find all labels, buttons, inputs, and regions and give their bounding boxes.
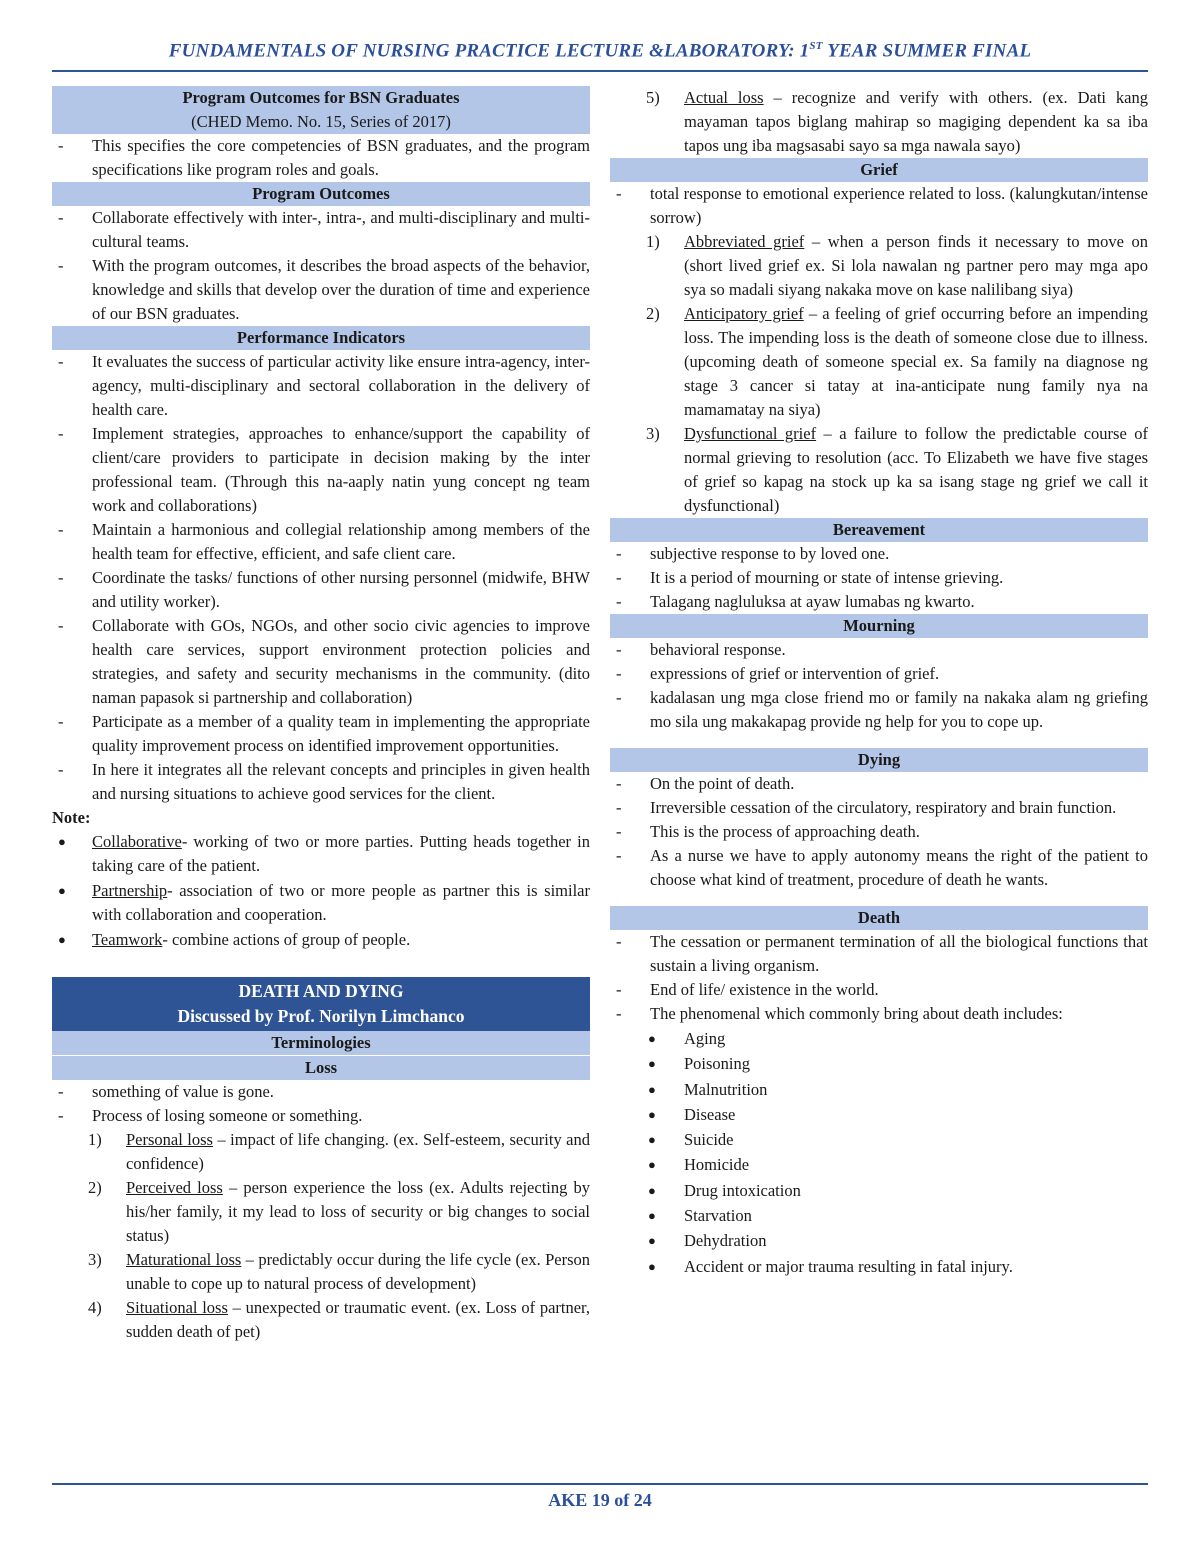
list-item: - End of life/ existence in the world.: [616, 980, 879, 999]
list-item: - This is the process of approaching death.: [616, 822, 920, 841]
numbered-item: 3) Maturational loss – predictably occur during the life cycle (ex. Person unable to cope up to natural process of development): [88, 1250, 591, 1293]
list-item: - This specifies the core competencies of BSN graduates, and the program specifications like program roles and goals.: [58, 136, 590, 179]
cause-item: ● Poisoning: [648, 1054, 751, 1074]
right-column: [610, 86, 1148, 1279]
list-item: - With the program outcomes, it describes the broad aspects of the behavior, knowledge and skills that develop over the duration of time and experience of our BSN graduates.: [58, 256, 590, 323]
list-item: - Collaborate with GOs, NGOs, and other socio civic agencies to improve health care services, support environment protection policies and strategies, and safety and security mechanisms in the community. (dito naman papasok si partnership and collaboration): [58, 616, 590, 707]
cause-item: ● Aging: [648, 1029, 726, 1048]
cause-item: ● Dehydration: [648, 1231, 767, 1251]
list-item: - The phenomenal which commonly bring about death includes:: [616, 1004, 1063, 1023]
numbered-item: 1) Personal loss – impact of life changing. (ex. Self-esteem, security and confidence): [88, 1130, 591, 1173]
header-title: FUNDAMENTALS OF NURSING PRACTICE LECTURE &LABORATORY: 1: [168, 40, 810, 62]
header-rule: [52, 70, 1148, 72]
list-item: - As a nurse we have to apply autonomy means the right of the patient to choose what kind of treatment, procedure of death he wants.: [616, 846, 1148, 889]
header-title-end: YEAR SUMMER FINAL: [822, 40, 1032, 62]
section-header-performance-indicators: Performance Indicators: [52, 326, 590, 350]
numbered-item: 2) Perceived loss – person experience the loss (ex. Adults rejecting by his/her family, it my lead to loss of security or big changes to social status): [88, 1178, 590, 1245]
note-item: ● Teamwork- combine actions of group of people.: [58, 930, 411, 949]
header-sup: ST: [809, 40, 823, 52]
numbered-item: 2) Anticipatory grief – a feeling of grief occurring before an impending loss. The impending loss is the death of someone close due to illness. (upcoming death of someone special ex. Sa family na diagnose ng stage 3 cancer si tatay at ina-anticipate nung family nya na mamamatay na siya): [646, 304, 1148, 419]
section-header-dying: Dying: [610, 748, 1148, 772]
list-item: - Maintain a harmonious and collegial relationship among members of the health team for effective, efficient, and safe client care.: [58, 520, 590, 563]
cause-item: ● Drug intoxication: [648, 1180, 801, 1200]
list-item: - It is a period of mourning or state of intense grieving.: [616, 568, 1004, 587]
list-item: - Talagang nagluluksa at ayaw lumabas ng kwarto.: [616, 592, 975, 611]
section-header-terminologies: Terminologies: [52, 1031, 590, 1055]
section-header-program-outcomes: Program Outcomes: [52, 182, 590, 206]
section-header-loss: Loss: [52, 1056, 590, 1080]
section-header-program-outcomes-bsn: [52, 86, 590, 134]
cause-item: ● Starvation: [648, 1206, 752, 1226]
numbered-item: 5) Actual loss – recognize and verify with others. (ex. Dati kang mayaman tapos biglang mahirap so magiging dependent ka sa iba tapos ung iba magsasabi sayo sa mga nawala sayo): [646, 88, 1148, 155]
section-title: Program Outcomes for BSN Graduates: [182, 88, 460, 107]
list-item: - It evaluates the success of particular activity like ensure intra-agency, inter-agency, multi-disciplinary and sectoral collaboration in the delivery of health care.: [58, 352, 590, 419]
cause-item: ● Suicide: [648, 1130, 734, 1150]
list-item: - total response to emotional experience related to loss. (kalungkutan/intense sorrow): [616, 184, 1148, 227]
page-number: AKE 19 of 24: [548, 1490, 652, 1510]
note-label: Note:: [52, 808, 91, 827]
cause-item: ● Disease: [648, 1104, 736, 1124]
cause-item: ● Malnutrition: [648, 1079, 768, 1099]
cause-item: ● Homicide: [648, 1155, 750, 1175]
list-item: - The cessation or permanent termination of all the biological functions that sustain a living organism.: [616, 932, 1148, 975]
section-subtitle: (CHED Memo. No. 15, Series of 2017): [191, 112, 451, 131]
numbered-item: 1) Abbreviated grief – when a person finds it necessary to move on (short lived grief ex. Si lola nawalan ng partner pero may mga apo sya so madali siyang nakaka move on kase nalilibang siya): [646, 232, 1148, 299]
list-item: - On the point of death.: [616, 774, 795, 793]
section-subtitle: Discussed by Prof. Norilyn Limchanco: [177, 1006, 465, 1026]
numbered-item: 3) Dysfunctional grief – a failure to follow the predictable course of normal grieving to resolution (acc. To Elizabeth we have five stages of grief so kapag na stock up ka sa isang stage ng grief we call it dysfunctional): [646, 424, 1148, 515]
list-item: - subjective response to by loved one.: [616, 544, 890, 563]
list-item: - In here it integrates all the relevant concepts and principles in given health and nursing situations to achieve good services for the client.: [58, 760, 590, 803]
section-title: DEATH AND DYING: [238, 981, 404, 1001]
section-header-death-and-dying: [52, 977, 590, 1031]
list-item: - Participate as a member of a quality team in implementing the appropriate quality improvement process on identified improvement opportunities.: [58, 712, 590, 755]
list-item: - Coordinate the tasks/ functions of other nursing personnel (midwife, BHW and utility worker).: [58, 568, 590, 611]
section-header-mourning: Mourning: [610, 614, 1148, 638]
list-item: - Collaborate effectively with inter-, intra-, and multi-disciplinary and multi-cultural teams.: [58, 208, 590, 251]
cause-item: ● Accident or major trauma resulting in fatal injury.: [648, 1256, 1013, 1276]
list-item: - Process of losing someone or something.: [58, 1106, 363, 1125]
note-item: ● Partnership- association of two or more people as partner this is similar with collaboration and cooperation.: [58, 881, 590, 924]
left-column: [52, 86, 590, 1344]
section-header-death: Death: [610, 906, 1148, 930]
list-item: - behavioral response.: [616, 640, 786, 659]
list-item: - Implement strategies, approaches to enhance/support the capability of client/care providers to participate in decision making by the inter professional team. (Through this na-aaply natin yung concept ng team work and collaborations): [58, 424, 590, 515]
section-header-bereavement: Bereavement: [610, 518, 1148, 542]
numbered-item: 4) Situational loss – unexpected or traumatic event. (ex. Loss of partner, sudden death of pet): [88, 1298, 591, 1341]
list-item: - expressions of grief or intervention of grief.: [616, 664, 940, 683]
list-item: - something of value is gone.: [58, 1082, 274, 1101]
note-item: ● Collaborative- working of two or more parties. Putting heads together in taking care of the patient.: [58, 832, 590, 875]
section-header-grief: Grief: [610, 158, 1148, 182]
list-item: - Irreversible cessation of the circulatory, respiratory and brain function.: [616, 798, 1117, 817]
footer-rule: [52, 1483, 1148, 1485]
page-header: [52, 40, 1148, 62]
list-item: - kadalasan ung mga close friend mo or family na nakaka alam ng griefing mo sila ung makakapag provide ng help for you to cope up.: [616, 688, 1148, 731]
